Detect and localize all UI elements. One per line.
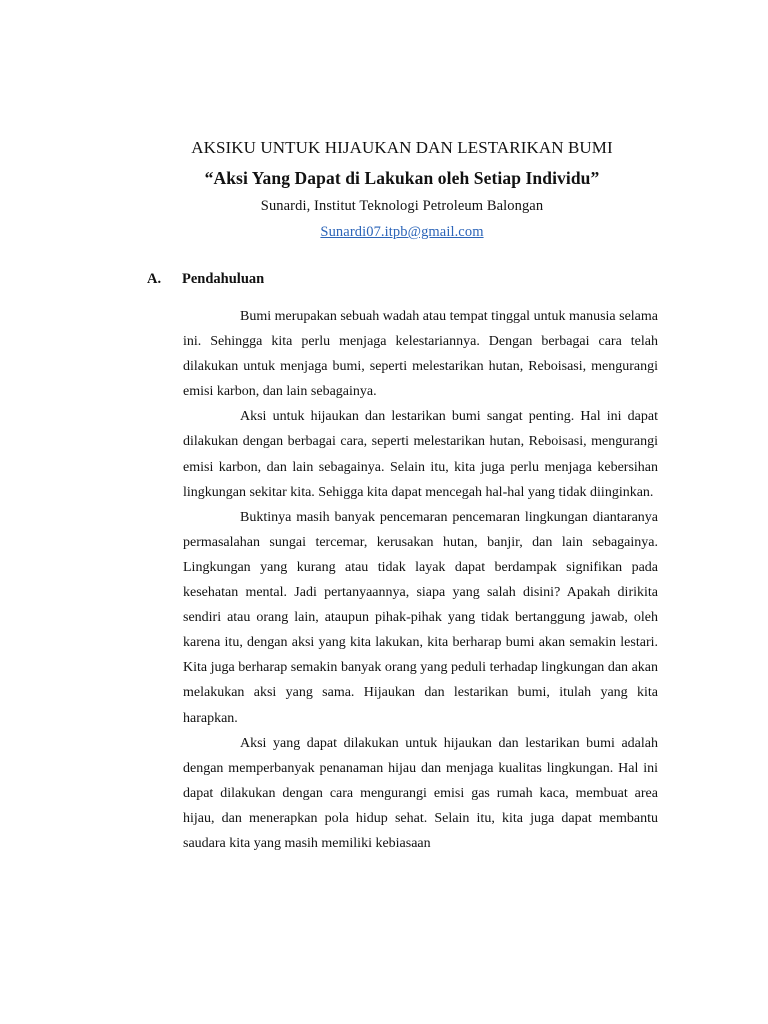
document-title: AKSIKU UNTUK HIJAUKAN DAN LESTARIKAN BUMI [191, 138, 613, 157]
section-number: A. [147, 271, 162, 287]
section-heading [147, 270, 264, 288]
section-title: Pendahuluan [182, 271, 265, 287]
paragraph: Bumi merupakan sebuah wadah atau tempat tinggal untuk manusia selama ini. Sehingga kita perlu menjaga kelestariannya. Dengan berbagai cara telah dilakukan untuk menjaga bumi, seperti melestarikan hutan, Reboisasi, mengurangi emisi karbon, dan lain sebagainya. [183, 309, 658, 400]
section-body [183, 304, 658, 856]
paragraph: Aksi untuk hijaukan dan lestarikan bumi sangat penting. Hal ini dapat dilakukan dengan berbagai cara, seperti melestarikan hutan, Reboisasi, mengurangi emisi karbon, dan lain sebagainya. Selain itu, kita juga perlu menjaga kebersihan lingkungan sekitar kita. Sehigga kita dapat mencegah hal-hal yang tidak diinginkan. [183, 409, 658, 500]
author-line: Sunardi, Institut Teknologi Petroleum Balongan [260, 198, 544, 214]
paragraph: Aksi yang dapat dilakukan untuk hijaukan dan lestarikan bumi adalah dengan memperbanyak penanaman hijau dan menjaga kualitas lingkungan. Hal ini dapat dilakukan dengan cara mengurangi emisi gas rumah kaca, membuat area hijau, dan menerapkan pola hidup sehat. Selain itu, kita juga dapat membantu saudara kita yang masih memiliki kebiasaan [183, 735, 658, 851]
document-subtitle: “Aksi Yang Dapat di Lakukan oleh Setiap Individu” [204, 168, 600, 188]
paragraph: Buktinya masih banyak pencemaran pencemaran lingkungan diantaranya permasalahan sungai tercemar, kerusakan hutan, banjir, dan lain sebagainya. Lingkungan yang kurang atau tidak layak dapat berdampak signifikan pada kesehatan mental. Jadi pertanyaannya, siapa yang salah disini? Apakah dirikita sendiri atau orang lain, ataupun pihak-pihak yang tidak bertanggung jawab, oleh karena itu, dengan aksi yang kita lakukan, kita berharap bumi akan semakin lestari. Kita juga berharap semakin banyak orang yang peduli terhadap lingkungan dan akan melakukan aksi yang sama. Hijaukan dan lestarikan bumi, itulah yang kita harapkan. [183, 509, 658, 726]
author-email-link[interactable]: Sunardi07.itpb@gmail.com [320, 224, 484, 240]
